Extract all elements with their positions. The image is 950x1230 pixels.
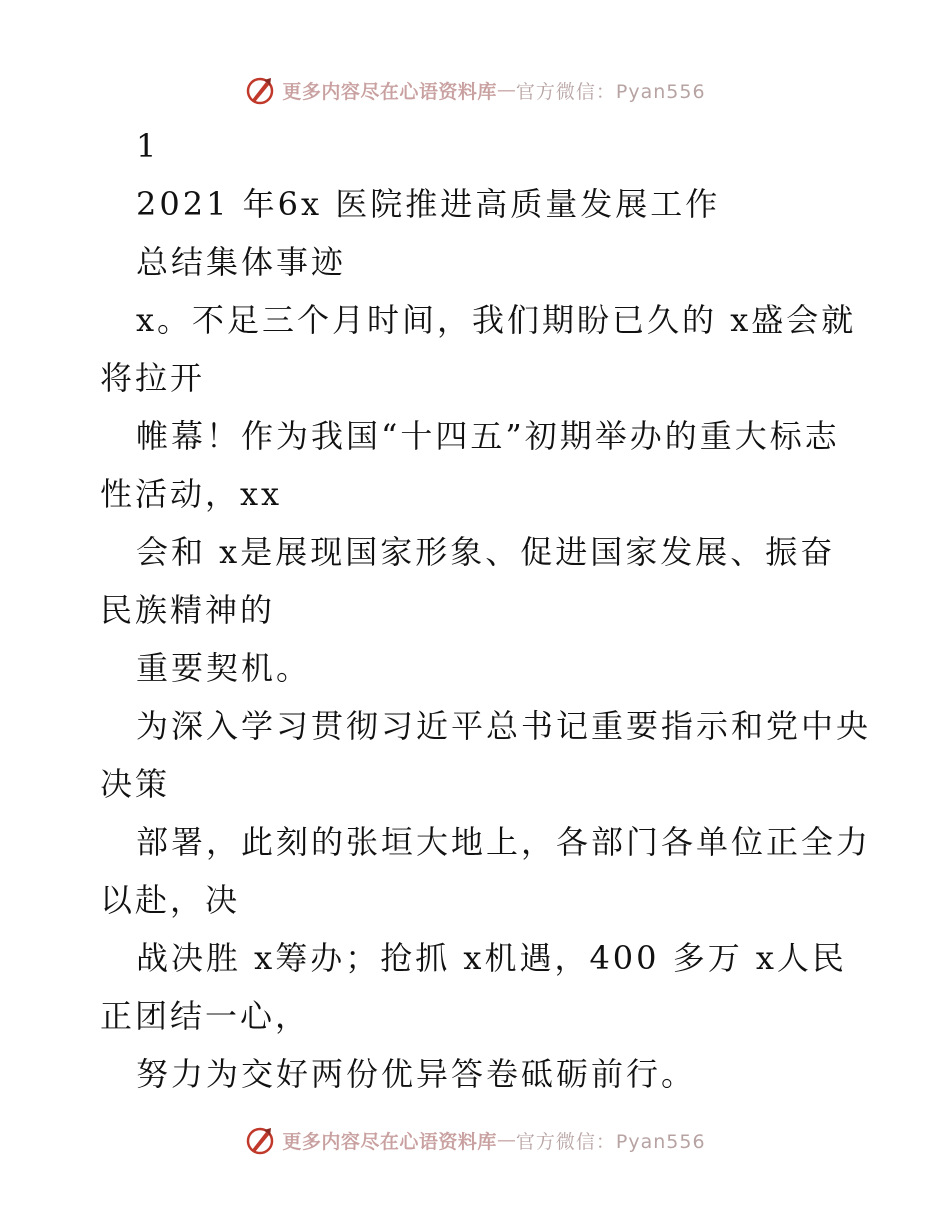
paragraph-line: 会和 x是展现国家形象、促进国家发展、振奋 — [136, 533, 836, 571]
document-title-line-2: 总结集体事迹 — [136, 243, 347, 281]
paragraph-line: 帷幕！作为我国“十四五”初期举办的重大标志 — [136, 417, 840, 455]
quill-logo-icon — [244, 1124, 276, 1156]
paragraph-line: 为深入学习贯彻习近平总书记重要指示和党中央 — [136, 707, 872, 745]
paragraph-line: 重要契机。 — [136, 649, 312, 687]
paragraph-line: x。不足三个月时间，我们期盼已久的 x盛会就 — [136, 301, 857, 339]
paragraph-line: 正团结一心， — [100, 997, 311, 1035]
watermark-header — [0, 70, 950, 110]
watermark-dash: — — [496, 1129, 516, 1151]
watermark-wechat: 官方微信：Pyan556 — [515, 80, 706, 103]
quill-logo-icon — [244, 74, 276, 106]
paragraph-line: 决策 — [100, 765, 171, 803]
paragraph-line: 民族精神的 — [100, 591, 276, 629]
document-title-line-1: 2021 年6x 医院推进高质量发展工作 — [136, 185, 721, 223]
paragraph-line: 部署，此刻的张垣大地上，各部门各单位正全力 — [136, 823, 872, 861]
watermark-site-name: 更多内容尽在心语资料库 — [282, 80, 497, 103]
paragraph-line: 战决胜 x筹办；抢抓 x机遇，400 多万 x人民 — [136, 939, 847, 977]
paragraph-line: 以赴，决 — [100, 881, 241, 919]
watermark-wechat: 官方微信：Pyan556 — [515, 1130, 706, 1153]
page-number: 1 — [136, 127, 160, 165]
watermark-dash: — — [496, 79, 516, 101]
paragraph-line: 努力为交好两份优异答卷砥砺前行。 — [136, 1055, 697, 1093]
watermark-footer — [0, 1120, 950, 1160]
paragraph-line: 性活动，xx — [100, 475, 283, 513]
watermark-site-name: 更多内容尽在心语资料库 — [282, 1130, 497, 1153]
paragraph-line: 将拉开 — [100, 359, 206, 397]
